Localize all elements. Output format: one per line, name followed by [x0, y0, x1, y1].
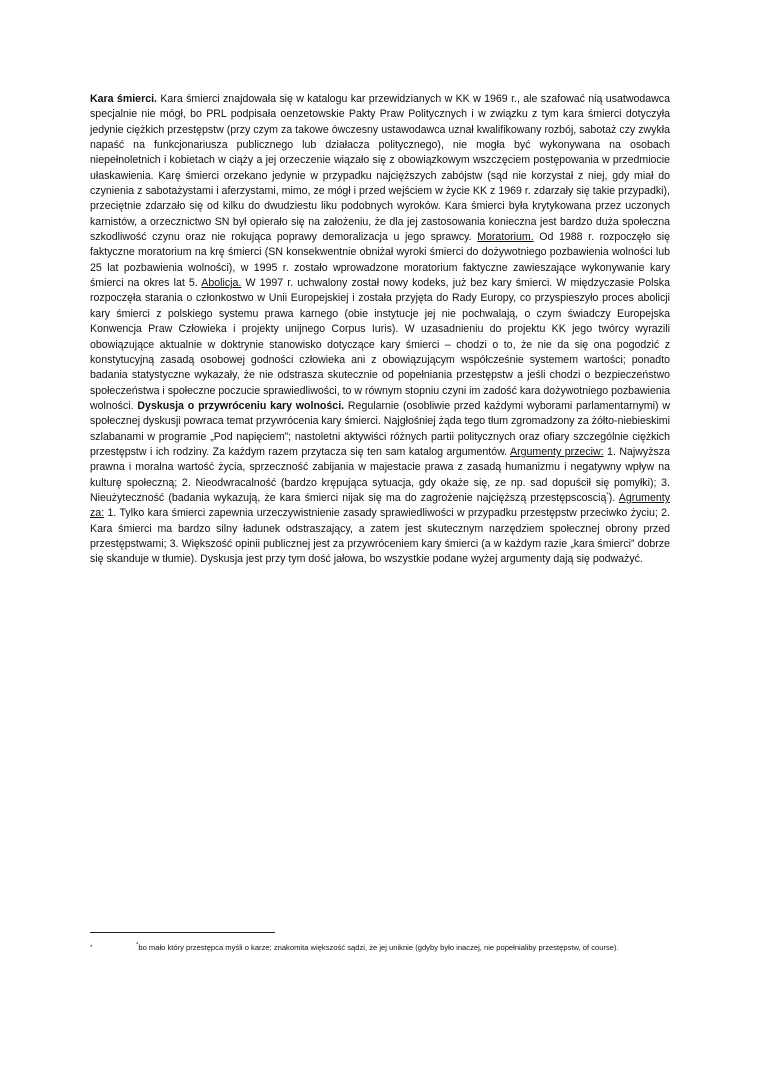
body-paragraph [90, 92, 670, 568]
section-heading-kara-smierci: Kara śmierci. [90, 93, 157, 105]
label-argumenty-za: Agrumenty za: [90, 491, 670, 520]
footnote-separator [90, 932, 275, 933]
body-text: Regularnie (osobliwie przed każdymi wyborami parlamentarnymi) w społecznej dyskusji powraca temat przywrócenia kary śmierci. Najgłośniej żąda tego tłum zgromadzony za żółto-niebieskimi szlabanami w programie „Pod napięciem”; nastoletni aktywiści różnych partii politycznych oraz ofiary szczególnie ciężkich przestępstw i ich rodziny. Za każdym razem przytacza się ten sam katalog argumentów. [90, 399, 670, 458]
section-heading-dyskusja: Dyskusja o przywróceniu kary wolności. [137, 399, 345, 412]
body-text: Od 1988 r. rozpoczęło się faktyczne moratorium na krę śmierci (SN konsekwentnie obniżał wyroki śmierci do dożywotniego pozbawienia wolności lub 25 lat pozbawienia wolności), w 1995 r. zostało wprowadzone moratorium faktyczne zawieszające wykonywanie kary śmierci na okres lat 5. [90, 231, 670, 290]
body-text: W 1997 r. uchwalony został nowy kodeks, już bez kary śmierci. W międzyczasie Polska rozpoczęła starania o członkostwo w Unii Europejskiej i została przyjęta do Rady Europy, co przyspieszyło proces abolicji kary śmierci z polskiego systemu prawa karnego (obie instytucje jej nie pochwalają, o czym świadczy Europejska Konwencja Praw Człowieka i projekty unijnego Corpus Iuris). W uzasadnieniu do projektu KK jego twórcy wyrazili obowiązujące aktualnie w doktrynie stanowisko dotyczące kary śmierci – chodzi o to, że nie da się ona pogodzić z konstytucyjną zasadą osobowej godności człowieka ani z obowiązującym współcześnie systemem wartości; ponadto badania statystyczne wykazały, że nie odstrasza skutecznie od popełniania przestępstw a jeśli chodzi o bezpieczeństwo społeczeństwa i społeczne poczucie sprawiedliwości, to w równym stopniu czyni im zadość kara dożywotniego pozbawienia wolności. [90, 277, 670, 412]
label-abolicja: Abolicja. [201, 277, 242, 290]
body-text: 1. Tylko kara śmierci zapewnia urzeczywistnienie zasady sprawiedliwości w przypadku przestępstw przeciwko życiu; 2. Kara śmierci ma bardzo silny ładunek odstraszający, a zatem jest skutecznym narzędziem społecznej obrony przed przestępstwami; 3. Większość opinii publicznej jest za przywróceniem kary śmierci (a w każdym razie „kara śmierci” dobrze się skanduje w tłumie). Dyskusja jest przy tym dość jałowa, bo wszystkie podane wyżej argumenty dają się podważyć. [90, 507, 670, 566]
footnote-text: bo mało który przestępca myśli o karze; znakomita większość sądzi, że jej uniknie (gdyby było inaczej, nie popełnialiby przestępstw, of course). [138, 943, 619, 952]
footnote-mark [90, 942, 139, 954]
footnote-reference: * [606, 492, 609, 499]
label-argumenty-przeciw: Argumenty przeciw: [510, 445, 604, 458]
label-moratorium: Moratorium. [477, 231, 534, 244]
body-text: Kara śmierci znajdowała się w katalogu kar przewidzianych w KK w 1969 r., ale szafować nią usatwodawca specjalnie nie mógł, bo PRL podpisała oenzetowskie Pakty Praw Politycznych i w związku z tym kara śmierci dotyczyła jedynie ciężkich przestępstw (przy czym za takowe ówczesny ustawodawca uznał kwalifikowany rozbój, sabotaż czy zwykła napaść na funkcjonariusza publicznego lub działacza politycznego), nie mogła być wykonywana na osobach niepełnoletnich i kobietach w ciąży a jej orzeczenie wiązało się z obowiązkowym wszczęciem postępowania w przedmiocie ułaskawienia. Karę śmierci orzekano jedynie w przypadku najcięższych zabójstw (sąd nie korzystał z niej, gdy miał do czynienia z sabotażystami i aferzystami, mimo, ze mógł i przed wejściem w życie KK z 1969 r. zdarzały się takie przypadki), przeciętnie zdarzało się od kilku do dwudziestu liku podobnych wyroków. Kara śmierci była krytykowana przez uczonych karnistów, a orzecznictwo SN był opierało się na założeniu, że dla jej zastosowania konieczna jest bardzo duża społeczna szkodliwość czynu oraz nie rokująca poprawy demoralizacja u jego sprawcy. [90, 93, 670, 244]
footnote-mark-symbol: * [90, 945, 93, 951]
body-text: 1. Najwyższa prawna i moralna wartość życia, sprzeczność zabijania w majestacie prawa z zasadą humanizmu i negatywny wpływ na kulturę społeczną; 2. Nieodwracalność (bardzo krępująca sytuacja, gdy okaże się, ze np. sad dopuścił się pomyłki); 3. Nieużyteczność (badania wykazują, że kara śmierci nijak się ma do zagrożenie najcięższą przestępscoscią [90, 445, 670, 504]
footnote-sup-mark: * [136, 942, 139, 949]
footnote [90, 942, 670, 954]
body-text: ). [608, 491, 619, 504]
